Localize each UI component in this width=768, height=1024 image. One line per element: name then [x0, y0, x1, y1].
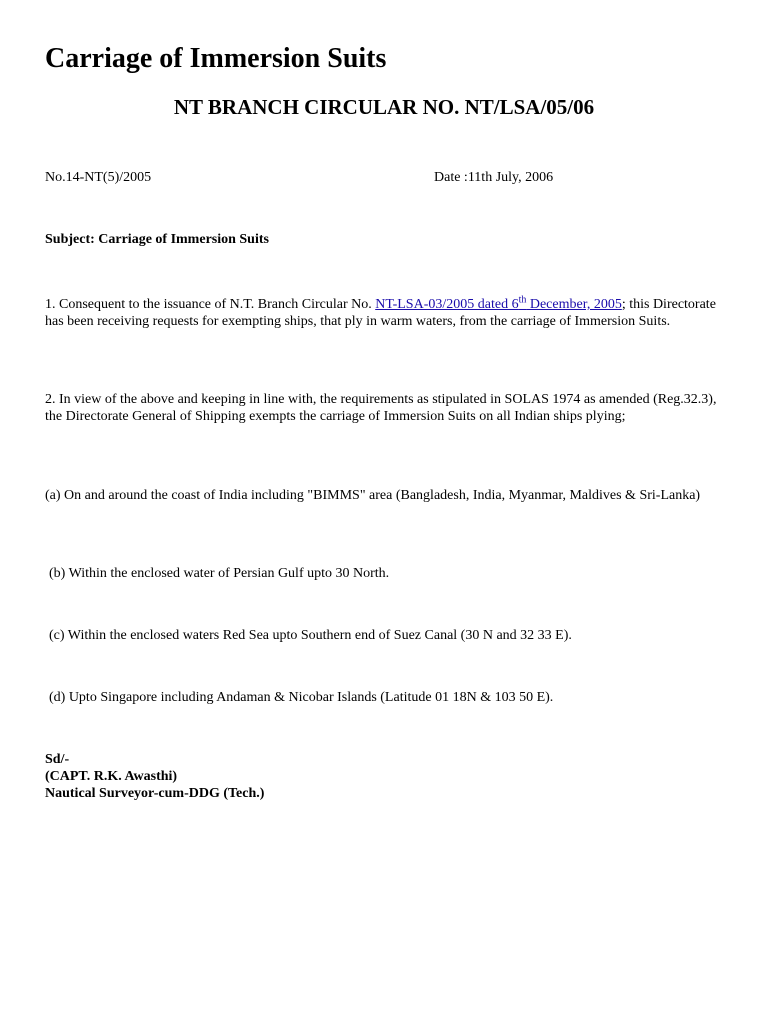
exemption-item-a: (a) On and around the coast of India including "BIMMS" area (Bangladesh, India, Myanmar, Maldives & Sri-Lanka) — [45, 488, 701, 503]
exemption-item-b: (b) Within the enclosed water of Persian Gulf upto 30 North. — [49, 566, 390, 581]
paragraph-1-intro: 1. Consequent to the issuance of N.T. Branch Circular No. — [45, 297, 376, 312]
reference-number: No.14-NT(5)/2005 — [45, 170, 152, 185]
exemption-item-d: (d) Upto Singapore including Andaman & Nicobar Islands (Latitude 01 18N & 103 50 E). — [49, 690, 554, 705]
signatory-designation: Nautical Surveyor-cum-DDG (Tech.) — [45, 786, 265, 801]
circular-link-superscript: th — [518, 294, 527, 306]
circular-reference-link[interactable] — [375, 294, 622, 312]
circular-heading: NT BRANCH CIRCULAR NO. NT/LSA/05/06 — [173, 95, 595, 119]
paragraph-1-rest: ; this Directorate has been receiving requests for exempting ships, that ply in warm waters, from the carriage of Immersion Suits. — [45, 297, 716, 329]
signature-sd: Sd/- — [45, 752, 70, 767]
circular-date: Date :11th July, 2006 — [434, 170, 554, 185]
circular-link-date: December, 2005 — [526, 297, 622, 312]
paragraph-2: 2. In view of the above and keeping in line with, the requirements as stipulated in SOLAS 1974 as amended (Reg.32.3), the Directorate General of Shipping exempts the carriage of Immersion Suits on all Indian ships plying; — [45, 392, 717, 424]
exemption-item-c: (c) Within the enclosed waters Red Sea upto Southern end of Suez Canal (30 N and 32 33 E). — [49, 628, 572, 643]
paragraph-1 — [45, 296, 730, 330]
circular-link-text: NT-LSA-03/2005 dated 6 — [375, 297, 519, 312]
signature-block — [45, 751, 264, 802]
signatory-name: (CAPT. R.K. Awasthi) — [45, 769, 178, 784]
subject-line: Subject: Carriage of Immersion Suits — [45, 232, 269, 247]
page-title: Carriage of Immersion Suits — [45, 43, 387, 74]
